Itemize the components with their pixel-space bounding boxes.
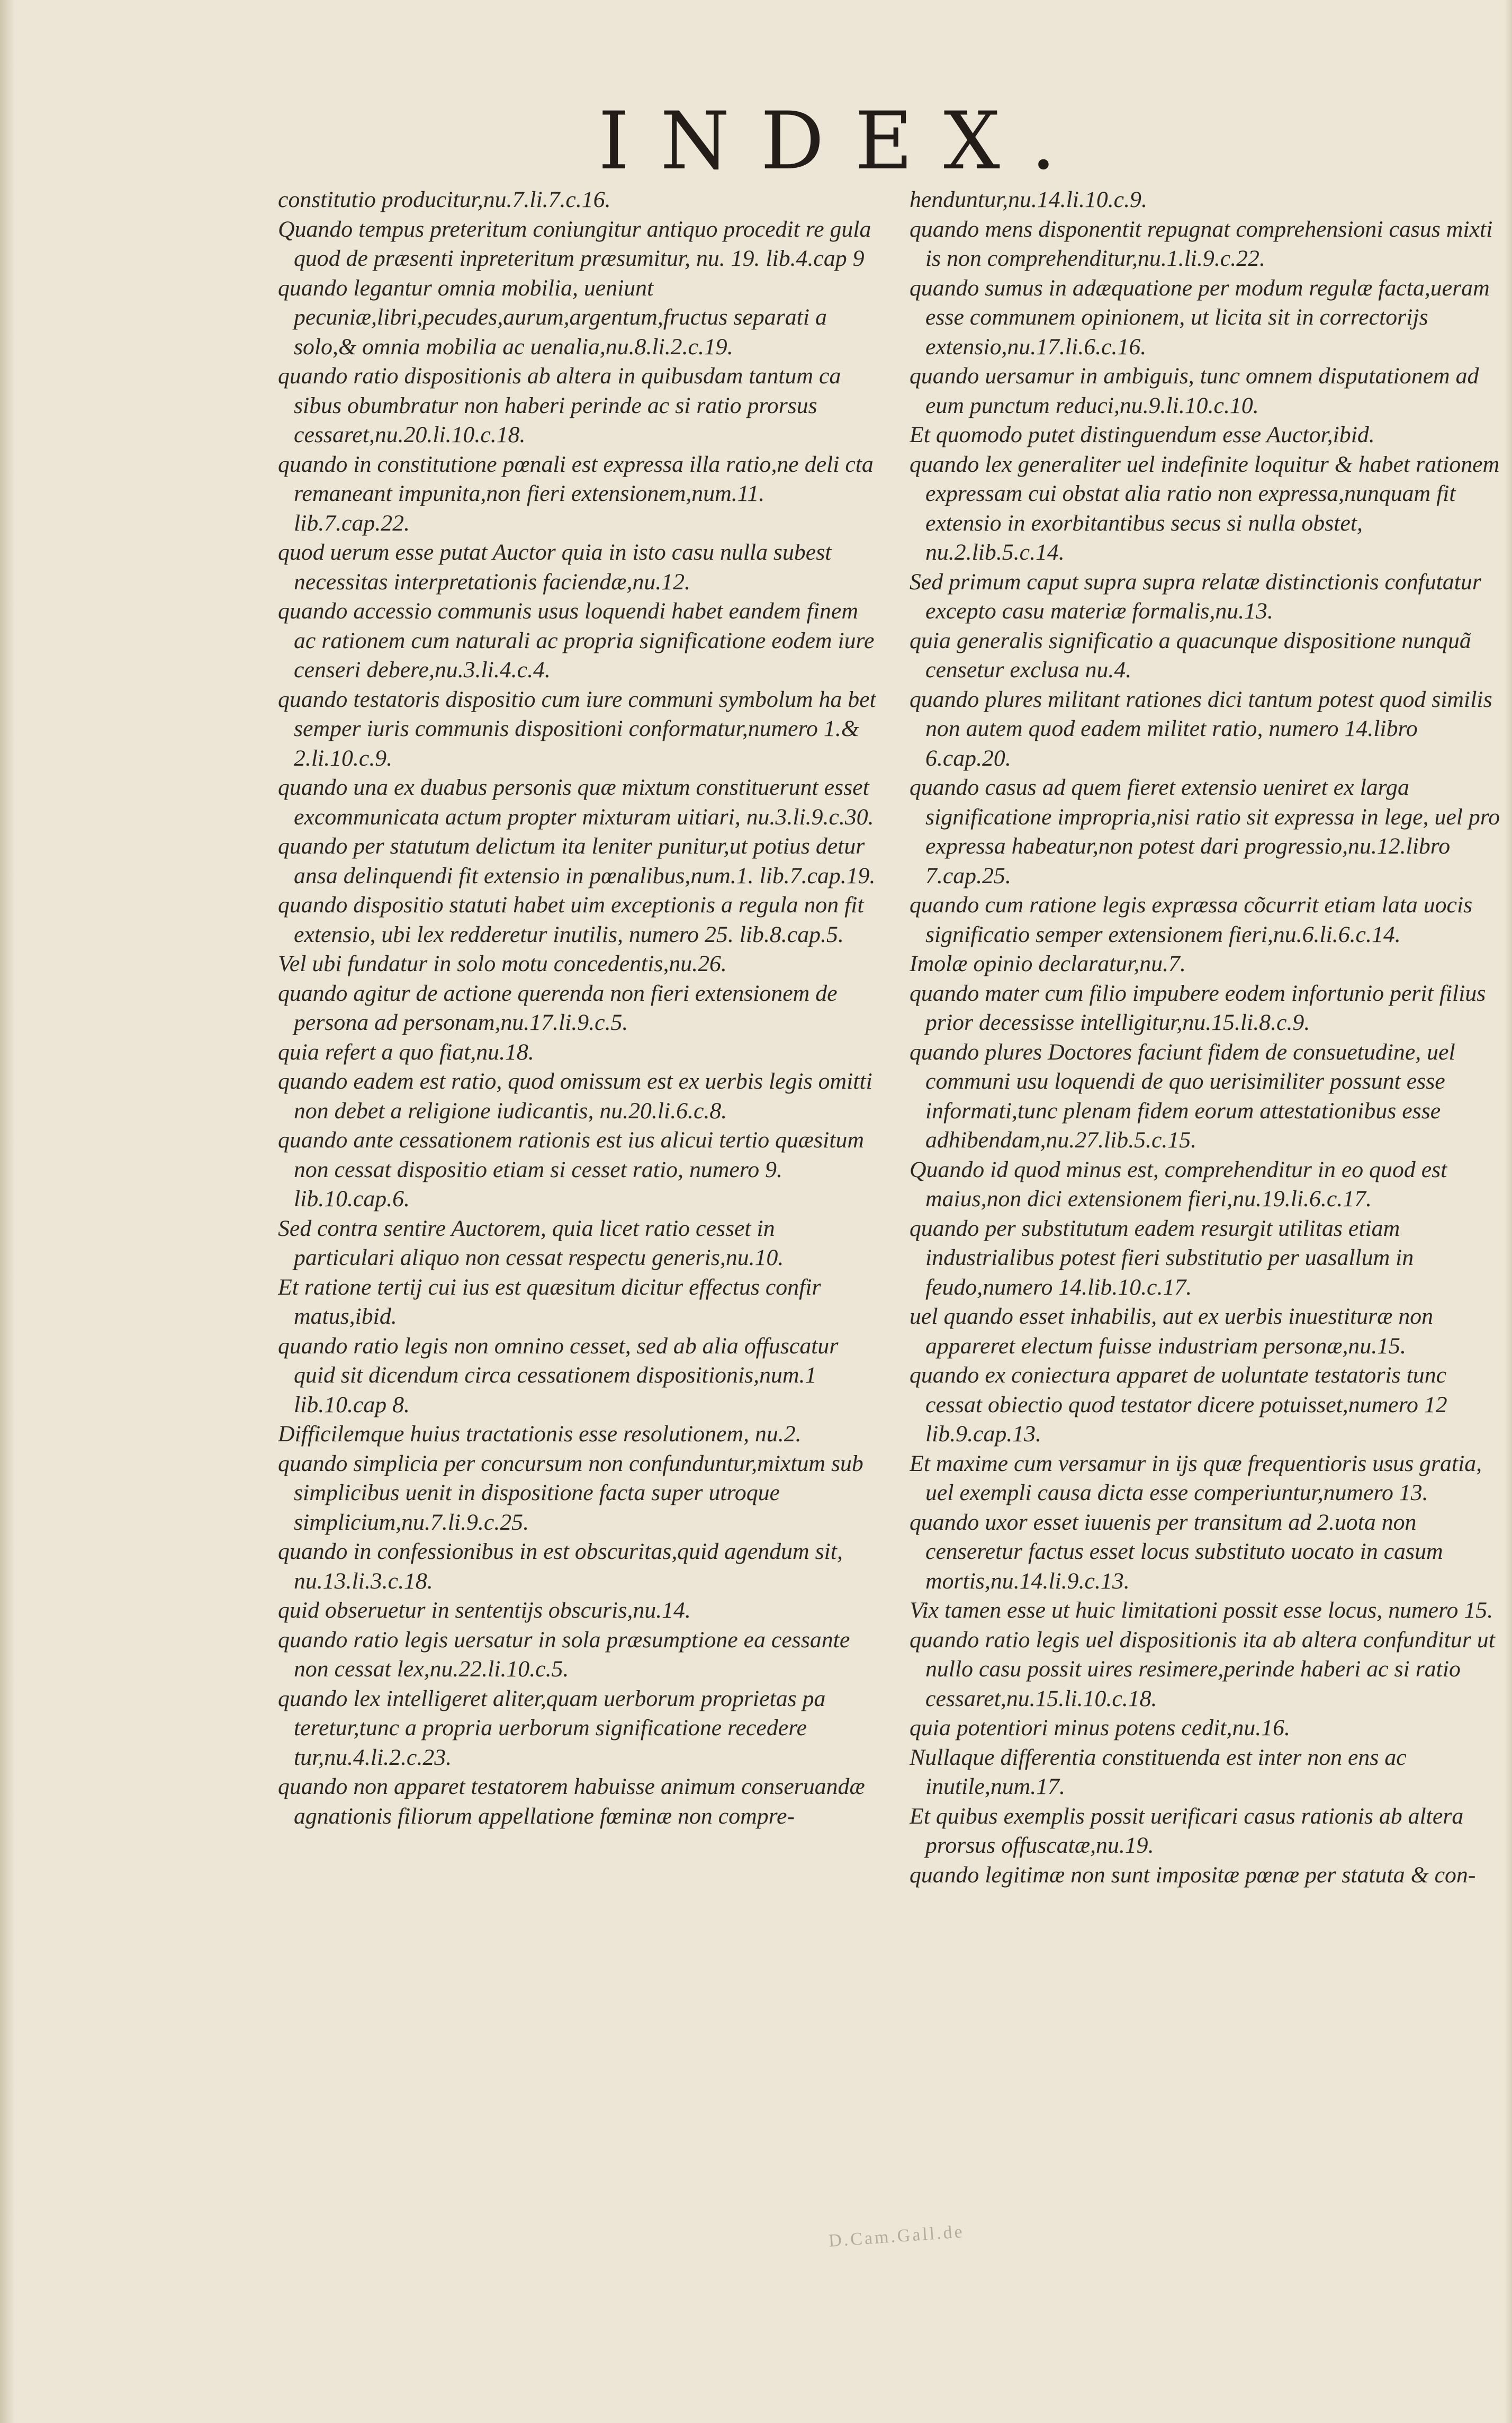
index-entry: quando legitimæ non sunt impositæ pœnæ per statuta & con- [910, 1862, 1476, 1888]
index-entry: quando plures Doctores faciunt fidem de consuetudine, uel communi usu loquendi de quo uerisimiliter possunt esse informati,tunc plenam fidem eorum attestationibus esse adhibendam,nu.27.lib.5.c.15. [910, 1039, 1455, 1153]
index-entry: quando legantur omnia mobilia, ueniunt pecuniæ,libri,pecudes,aurum,argentum,fructus separati a solo,& omnia mobilia ac uenalia,nu.8.li.2.c.19. [278, 275, 827, 360]
index-entry: quando ex coniectura apparet de uoluntate testatoris tunc cessat obiectio quod testator dicere potuisset,numero 12 lib.9.cap.13. [910, 1362, 1447, 1447]
index-entry: quando ante cessationem rationis est ius alicui tertio quæsitum non cessat dispositio etiam si cesset ratio, numero 9. lib.10.cap.6. [278, 1127, 865, 1212]
index-entry: quando in confessionibus in est obscuritas,quid agendum sit, nu.13.li.3.c.18. [278, 1539, 843, 1594]
index-entry: quando ratio legis non omnino cesset, sed ab alia offuscatur quid sit dicendum circa cessationem dispositionis,num.1 lib.10.cap 8. [278, 1333, 839, 1417]
index-entry: quando per substitutum eadem resurgit utilitas etiam industrialibus potest fieri substitutio per uasallum in feudo,numero 14.lib.10.c.17. [910, 1215, 1414, 1300]
index-entry: quando mens disponentit repugnat comprehensioni casus mixti is non comprehenditur,nu.1.li.9.c.22. [910, 216, 1493, 271]
index-entry: constitutio producitur,nu.7.li.7.c.16. [278, 187, 611, 212]
index-entry: quando una ex duabus personis quæ mixtum constituerunt esset excommunicata actum propter mixturam uitiari, nu.3.li.9.c.30. [278, 775, 874, 830]
index-entry: Vel ubi fundatur in solo motu concedentis,nu.26. [278, 951, 727, 976]
index-entry: quando per statutum delictum ita leniter punitur,ut potius detur ansa delinquendi fit extensio in pœnalibus,num.1. lib.7.cap.19. [278, 833, 876, 889]
index-entry: uel quando esset inhabilis, aut ex uerbis inuestituræ non appareret electum fuisse industriam personæ,nu.15. [910, 1304, 1434, 1359]
index-entry: Et quomodo putet distinguendum esse Auctor,ibid. [910, 422, 1375, 447]
index-column-right [910, 185, 1505, 2303]
index-entry: Imolæ opinio declaratur,nu.7. [910, 951, 1186, 976]
index-entry: quando cum ratione legis expræssa cõcurrit etiam lata uocis significatio semper extensionem fieri,nu.6.li.6.c.14. [910, 892, 1473, 947]
index-entry: quia refert a quo fiat,nu.18. [278, 1039, 534, 1065]
index-entry: Quando tempus preteritum coniungitur antiquo procedit re gula quod de præsenti inpreteritum præsumitur, nu. 19. lib.4.cap 9 [278, 216, 871, 271]
page-binding-edge [0, 0, 15, 2423]
index-entry: henduntur,nu.14.li.10.c.9. [910, 187, 1147, 212]
index-entry: Et maxime cum versamur in ijs quæ frequentioris usus gratia, uel exempli causa dicta esse comperiuntur,numero 13. [910, 1450, 1482, 1505]
index-entry: quando agitur de actione querenda non fieri extensionem de persona ad personam,nu.17.li.9.c.5. [278, 980, 838, 1035]
page-title: INDEX. [598, 95, 1087, 187]
page-outer-edge [1505, 0, 1512, 2423]
index-entry: quando mater cum filio impubere eodem infortunio perit filius prior decessisse intelligitur,nu.15.li.8.c.9. [910, 980, 1486, 1035]
index-entry: quia potentiori minus potens cedit,nu.16. [910, 1715, 1290, 1740]
index-entry: quia generalis significatio a quacunque dispositione nunquã censetur exclusa nu.4. [910, 627, 1471, 683]
index-entry: quando in constitutione pœnali est expressa illa ratio,ne deli cta remaneant impunita,non fieri extensionem,num.11. lib.7.cap.22. [278, 451, 874, 536]
index-entry: quando testatoris dispositio cum iure communi symbolum ha bet semper iuris communis dispositioni conformatur,numero 1.& 2.li.10.c.9. [278, 686, 876, 771]
index-entry: quando non apparet testatorem habuisse animum conseruandæ agnationis filiorum appellatione fœminæ non compre- [278, 1774, 865, 1829]
index-entry: quando simplicia per concursum non confunduntur,mixtum sub simplicibus uenit in dispositione facta super utroque simplicium,nu.7.li.9.c.25. [278, 1450, 863, 1535]
library-stamp: D.Cam.Gall.de [827, 2222, 965, 2251]
index-entry: quando sumus in adæquatione per modum regulæ facta,ueram esse communem opinionem, ut licita sit in correctorijs extensio,nu.17.li.6.c.16. [910, 275, 1490, 360]
index-entry: quando dispositio statuti habet uim exceptionis a regula non fit extensio, ubi lex redderetur inutilis, numero 25. lib.8.cap.5. [278, 892, 864, 947]
index-entry: Nullaque differentia constituenda est inter non ens ac inutile,num.17. [910, 1744, 1407, 1799]
index-entry: quando ratio legis uersatur in sola præsumptione ea cessante non cessat lex,nu.22.li.10.c.5. [278, 1627, 850, 1682]
index-entry: quando casus ad quem fieret extensio ueniret ex larga significatione impropria,nisi ratio sit expressa in lege, uel pro expressa habeatur,non potest dari progressio,nu.12.libro 7.cap.25. [910, 775, 1500, 889]
index-entry: quid obseruetur in sententijs obscuris,nu.14. [278, 1598, 691, 1623]
index-entry: Sed primum caput supra supra relatæ distinctionis confutatur excepto casu materiæ formalis,nu.13. [910, 569, 1481, 624]
index-entry: Et quibus exemplis possit uerificari casus rationis ab altera prorsus offuscatæ,nu.19. [910, 1803, 1464, 1858]
index-entry: quando lex generaliter uel indefinite loquitur & habet rationem expressam cui obstat alia ratio non expressa,nunquam fit extensio in exorbitantibus secus si nulla obstet, nu.2.lib.5.c.14. [910, 451, 1500, 565]
index-entry: quando uersamur in ambiguis, tunc omnem disputationem ad eum punctum reduci,nu.9.li.10.c.10. [910, 363, 1479, 418]
index-entry: quando uxor esset iuuenis per transitum ad 2.uota non censeretur factus esset locus substituto uocato in casum mortis,nu.14.li.9.c.13. [910, 1509, 1443, 1594]
index-entry: quando plures militant rationes dici tantum potest quod similis non autem quod eadem militet ratio, numero 14.libro 6.cap.20. [910, 686, 1492, 771]
index-entry: quando eadem est ratio, quod omissum est ex uerbis legis omitti non debet a religione iudicantis, nu.20.li.6.c.8. [278, 1069, 872, 1124]
index-column-left [278, 185, 876, 2303]
index-entry: Quando id quod minus est, comprehenditur in eo quod est maius,non dici extensionem fieri,nu.19.li.6.c.17. [910, 1156, 1447, 1212]
index-entry: Et ratione tertij cui ius est quæsitum dicitur effectus confir matus,ibid. [278, 1274, 821, 1329]
index-entry: quando ratio dispositionis ab altera in quibusdam tantum ca sibus obumbratur non haberi perinde ac si ratio prorsus cessaret,nu.20.li.10.c.18. [278, 363, 841, 447]
index-entry: quando ratio legis uel dispositionis ita ab altera confunditur ut nullo casu possit uires resimere,perinde haberi ac si ratio cessaret,nu.15.li.10.c.18. [910, 1627, 1495, 1711]
index-entry: quando lex intelligeret aliter,quam uerborum proprietas pa teretur,tunc a propria uerborum significatione recedere tur,nu.4.li.2.c.23. [278, 1685, 826, 1770]
index-entry: quando accessio communis usus loquendi habet eandem finem ac rationem cum naturali ac propria significatione eodem iure censeri debere,nu.3.li.4.c.4. [278, 598, 875, 683]
index-entry: Vix tamen esse ut huic limitationi possit esse locus, numero 15. [910, 1598, 1493, 1623]
index-entry: Sed contra sentire Auctorem, quia licet ratio cesset in particulari aliquo non cessat respectu generis,nu.10. [278, 1215, 784, 1270]
index-entry: quod uerum esse putat Auctor quia in isto casu nulla subest necessitas interpretationis faciendæ,nu.12. [278, 540, 832, 595]
index-entry: Difficilemque huius tractationis esse resolutionem, nu.2. [278, 1421, 802, 1447]
